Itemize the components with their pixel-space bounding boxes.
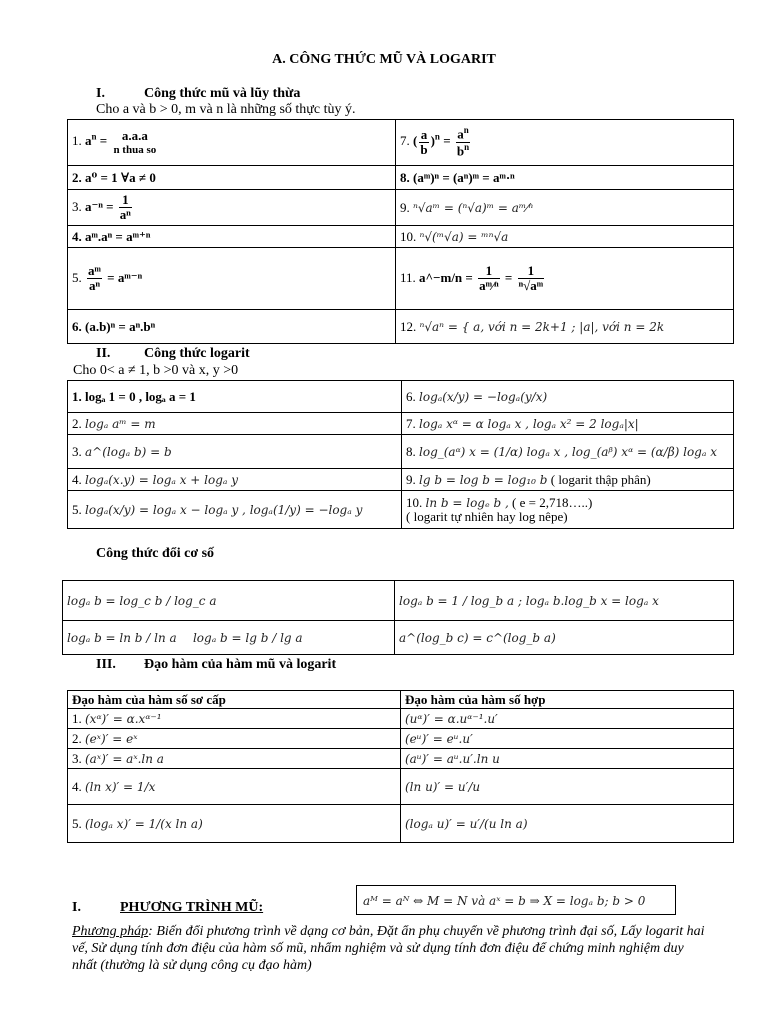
derivative-composite-cell xyxy=(401,749,734,769)
method-paragraph xyxy=(72,924,712,974)
derivative-composite-cell xyxy=(401,709,734,729)
rule-11-num2: 1 xyxy=(518,264,545,279)
rule-number: 3. xyxy=(72,443,82,459)
document-title: A. CÔNG THỨC MŨ VÀ LOGARIT xyxy=(272,52,496,67)
exp-equation-formula: aᴹ = aᴺ ⇔ M = N và aˣ = b ⇒ X = logₐ b; b > 0 xyxy=(363,894,646,908)
section-exp-equation-heading xyxy=(72,900,263,916)
rule-number: 1. xyxy=(72,133,82,149)
rule-number: 1. xyxy=(72,710,82,726)
change-base-1 xyxy=(63,581,395,621)
log-rule-6 xyxy=(402,381,734,413)
change-base-4-formula: a^(log_b c) = c^(log_b a) xyxy=(399,630,556,645)
rule-number: 10. xyxy=(400,228,417,244)
rule-cell-2: 2. a⁰ = 1 ∀a ≠ 0 xyxy=(68,166,396,190)
derivative-basic-formula: (ln x)′ = 1/x xyxy=(85,779,156,794)
method-text: : Biến đổi phương trình về dạng cơ bản, Đặt ẩn phụ chuyển về phương trình đại số, Lấy logarit hai vế, Sử dụng tính đơn điệu của hàm số mũ, nhẩm nghiệm và sử dụng tính đơn điệu để chứng minh nghiệm duy nhất (thường là sử dụng công cụ đạo hàm) xyxy=(72,924,705,973)
change-of-base-heading: Công thức đổi cơ số xyxy=(96,546,215,561)
rule-1-rhs xyxy=(112,129,157,155)
rule-5-fraction xyxy=(87,264,102,294)
rule-cell-10 xyxy=(396,226,734,248)
derivative-composite-formula: (ln u)′ = u′/u xyxy=(405,779,481,794)
change-base-3b-formula: logₐ b = lg b / lg a xyxy=(192,630,303,645)
derivative-row xyxy=(68,769,734,805)
derivative-basic-formula: (xᵅ)′ = α.xᵅ⁻¹ xyxy=(85,711,162,726)
log-rule-5 xyxy=(68,491,402,529)
derivative-basic-formula: (aˣ)′ = aˣ.ln a xyxy=(85,751,164,766)
rule-11-lhs: a^−m/n = xyxy=(419,269,473,285)
derivative-composite-formula: (logₐ u)′ = u′/(u ln a) xyxy=(405,816,528,831)
rule-11-frac-1 xyxy=(478,264,500,294)
log-rule-7 xyxy=(402,413,734,435)
rule-cell-8: 8. (aᵐ)ⁿ = (aⁿ)ᵐ = aᵐ·ⁿ xyxy=(396,166,734,190)
rule-5-rhs: = aᵐ⁻ⁿ xyxy=(107,269,143,285)
section-title: PHƯƠNG TRÌNH MŨ: xyxy=(120,900,264,915)
section-exponent-intro: Cho a và b > 0, m và n là những số thực tùy ý. xyxy=(96,102,356,117)
rule-11-den1: aᵐ⁄ⁿ xyxy=(479,278,499,293)
rule-number: 8. xyxy=(406,443,416,459)
rule-1-exp: n xyxy=(91,132,97,143)
log-rule-10-note: ( e = 2,718…..) xyxy=(512,494,593,510)
rule-cell-6: 6. (a.b)ⁿ = aⁿ.bⁿ xyxy=(68,310,396,344)
log-rule-9 xyxy=(402,469,734,491)
log-rule-4 xyxy=(68,469,402,491)
rule-number: 10. xyxy=(406,494,423,510)
section-number: I. xyxy=(96,86,105,101)
rule-number: 7. xyxy=(400,133,410,149)
rule-number: 3. xyxy=(72,750,82,766)
derivative-row xyxy=(68,749,734,769)
rule-cell-12 xyxy=(396,310,734,344)
derivative-header-basic: Đạo hàm của hàm số sơ cấp xyxy=(68,691,401,709)
logarit-rules-table xyxy=(67,380,734,529)
log-rule-10-note-2: ( logarit tự nhiên hay log nêpe) xyxy=(406,508,568,524)
rule-1-eq: = xyxy=(96,133,111,149)
change-base-2-formula: logₐ b = 1 / log_b a ; logₐ b.log_b x = logₐ x xyxy=(399,593,659,608)
derivative-row xyxy=(68,729,734,749)
section-logarit-heading xyxy=(96,346,250,362)
rule-cell-4: 4. aᵐ.aⁿ = aᵐ⁺ⁿ xyxy=(68,226,396,248)
change-of-base-table xyxy=(62,580,734,655)
exp-equation-box xyxy=(356,885,676,915)
derivative-composite-cell xyxy=(401,805,734,843)
rule-number: 3. xyxy=(72,198,82,214)
change-base-3 xyxy=(63,621,395,655)
section-logarit-intro: Cho 0< a ≠ 1, b >0 và x, y >0 xyxy=(73,363,239,378)
log-rule-9-note: ( logarit thập phân) xyxy=(550,471,651,487)
log-rule-3 xyxy=(68,435,402,469)
derivative-composite-formula: (eᵘ)′ = eᵘ.u′ xyxy=(405,731,473,746)
log-rule-7-formula: logₐ xᵅ = α logₐ x , logₐ x² = 2 logₐ|x| xyxy=(419,416,639,431)
section-title: Đạo hàm của hàm mũ và logarit xyxy=(144,657,337,672)
rule-number: 4. xyxy=(72,778,82,794)
rule-number: 5. xyxy=(72,815,82,831)
log-rule-2-formula: logₐ aᵐ = m xyxy=(85,416,156,431)
rule-number: 5. xyxy=(72,269,82,285)
derivative-basic-cell xyxy=(68,709,401,729)
derivative-basic-cell xyxy=(68,749,401,769)
derivative-table xyxy=(67,690,734,843)
rule-number: 9. xyxy=(406,471,416,487)
log-rule-8-formula: log_(aᵅ) x = (1/α) logₐ x , log_(aᵝ) xᵅ = (α/β) logₐ x xyxy=(419,444,717,459)
rule-3-den: aⁿ xyxy=(119,207,131,222)
derivative-row xyxy=(68,805,734,843)
section-title: Công thức logarit xyxy=(144,346,250,361)
rule-cell-3 xyxy=(68,190,396,226)
rule-3-fraction xyxy=(119,193,132,223)
rule-10-formula: ⁿ√(ᵐ√a) = ᵐⁿ√a xyxy=(419,229,509,244)
log-rule-4-formula: logₐ(x.y) = logₐ x + logₐ y xyxy=(85,472,239,487)
derivative-row xyxy=(68,709,734,729)
rule-cell-5 xyxy=(68,248,396,310)
rule-number: 2. xyxy=(72,730,82,746)
log-rule-10 xyxy=(402,491,734,529)
rule-number: 5. xyxy=(72,501,82,517)
rule-5-den: aⁿ xyxy=(88,278,100,293)
log-rule-10-formula: ln b = logₑ b , xyxy=(425,495,509,510)
derivative-basic-cell xyxy=(68,729,401,749)
rule-number: 6. xyxy=(406,388,416,404)
section-number: III. xyxy=(96,657,116,672)
rule-11-frac-2 xyxy=(518,264,545,294)
change-base-4 xyxy=(395,621,734,655)
log-rule-1: 1. logₐ 1 = 0 , logₐ a = 1 xyxy=(68,381,402,413)
rule-1-product: a.a.a xyxy=(121,128,148,144)
rule-1-underbrace: n thua so xyxy=(113,143,157,156)
rule-1-lhs xyxy=(85,133,110,148)
method-label: Phương pháp xyxy=(72,924,149,939)
derivative-composite-cell xyxy=(401,769,734,805)
derivative-header-composite: Đạo hàm của hàm số hợp xyxy=(401,691,734,709)
section-number: II. xyxy=(96,346,111,361)
rule-cell-9 xyxy=(396,190,734,226)
rule-cell-11: 11. a^−m/n = $\frac{1}{\text{aᵐ⁄ⁿ}}$ = $\frac{1}{\text{ⁿ√aᵐ}}$ xyxy=(396,248,734,310)
rule-number: 7. xyxy=(406,415,416,431)
rule-3-num: 1 xyxy=(119,193,132,208)
rule-11-num1: 1 xyxy=(478,264,500,279)
log-rule-3-formula: a^(logₐ b) = b xyxy=(85,444,172,459)
exponent-rules-table xyxy=(67,119,734,344)
section-number: I. xyxy=(72,900,81,915)
change-base-1-formula: logₐ b = log_c b / log_c a xyxy=(67,593,217,608)
rule-11-den2: ⁿ√aᵐ xyxy=(518,278,544,293)
rule-3-lhs: a⁻ⁿ = xyxy=(85,198,114,214)
change-base-3a-formula: logₐ b = ln b / ln a xyxy=(67,630,177,645)
section-derivative-heading xyxy=(96,657,336,673)
rule-number: 11. xyxy=(400,269,416,285)
rule-number: 2. xyxy=(72,415,82,431)
derivative-composite-formula: (uᵅ)′ = α.uᵅ⁻¹.u′ xyxy=(405,711,498,726)
rule-cell-7: 7. ( $\frac{a}{b}$ )$^n$ = $\frac{a^n}{b^n}$ xyxy=(396,120,734,166)
log-rule-2 xyxy=(68,413,402,435)
log-rule-5-formula: logₐ(x/y) = logₐ x − logₐ y , logₐ(1/y) = −logₐ y xyxy=(85,502,363,517)
derivative-basic-formula: (eˣ)′ = eˣ xyxy=(85,731,138,746)
log-rule-9-formula: lg b = log b = log₁₀ b xyxy=(419,472,548,487)
rule-5-num: aᵐ xyxy=(88,262,101,278)
derivative-basic-cell xyxy=(68,805,401,843)
rule-number: 9. xyxy=(400,199,410,215)
log-rule-8 xyxy=(402,435,734,469)
derivative-composite-formula: (aᵘ)′ = aᵘ.u′.ln u xyxy=(405,751,500,766)
section-title: Công thức mũ và lũy thừa xyxy=(144,86,301,101)
derivative-basic-formula: (logₐ x)′ = 1/(x ln a) xyxy=(85,816,203,831)
rule-9-formula: ⁿ√aᵐ = (ⁿ√a)ᵐ = aᵐ⁄ⁿ xyxy=(413,200,534,215)
section-exponent-heading xyxy=(96,86,300,102)
change-base-2 xyxy=(395,581,734,621)
rule-number: 4. xyxy=(72,471,82,487)
log-rule-6-formula: logₐ(x/y) = −logₐ(y/x) xyxy=(419,389,548,404)
rule-12-formula: ⁿ√aⁿ = { a, với n = 2k+1 ; |a|, với n = 2k xyxy=(419,319,665,334)
derivative-composite-cell xyxy=(401,729,734,749)
rule-number: 12. xyxy=(400,318,417,334)
rule-cell-1 xyxy=(68,120,396,166)
derivative-basic-cell xyxy=(68,769,401,805)
rule-1-base: a xyxy=(85,133,92,149)
